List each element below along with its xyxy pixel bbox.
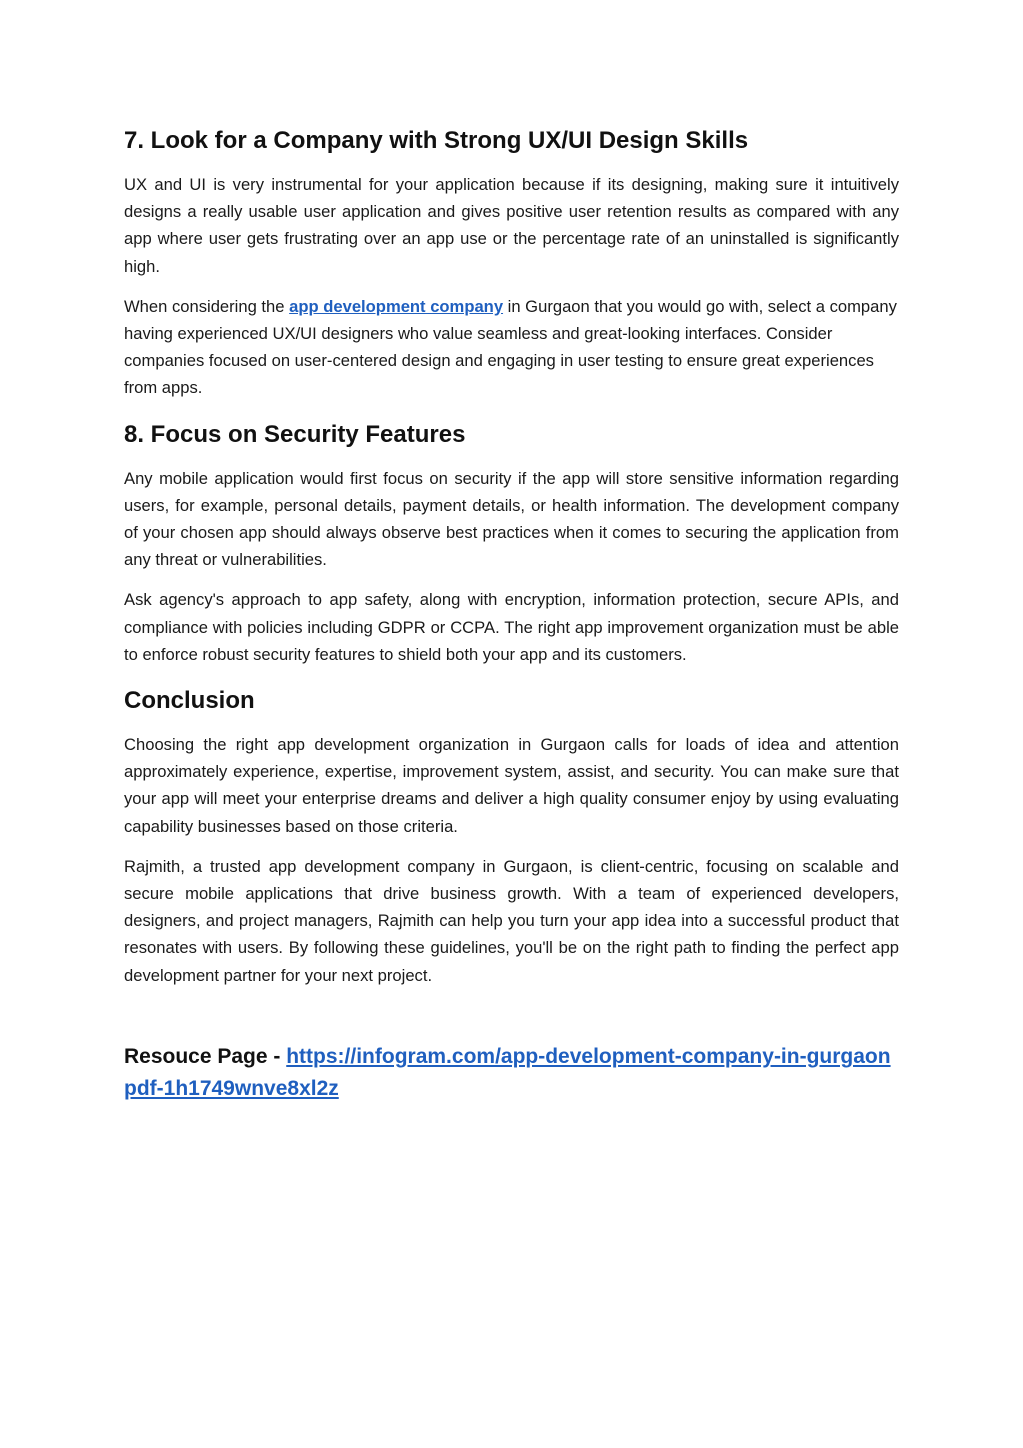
paragraph-security-approach: Ask agency's approach to app safety, along with encryption, information protection, secure APIs, and compliance with policies including GDPR or CCPA. The right app improvement organization must be able to enforce robust security features to shield both your app and its customers. xyxy=(124,590,899,664)
resource-page-line xyxy=(124,1041,899,1105)
document-body xyxy=(124,125,899,1105)
paragraph-ux-ui-intro: UX and UI is very instrumental for your application because if its designing, making sure it intuitively designs a really usable user application and gives positive user retention results as compared with any app where user gets frustrating over an app use or the percentage rate of an uninstalled is significantly high. xyxy=(124,175,899,276)
section-heading-conclusion: Conclusion xyxy=(124,687,255,715)
app-development-company-link[interactable]: app development company xyxy=(289,296,504,316)
resource-page-link[interactable]: https://infogram.com/app-development-company-in-gurgaonpdf-1h1749wnve8xl2z xyxy=(124,1044,891,1100)
paragraph-ux-ui-selection xyxy=(124,293,899,402)
paragraph-conclusion-rajmith: Rajmith, a trusted app development company in Gurgaon, is client-centric, focusing on scalable and secure mobile applications that drive business growth. With a team of experienced developers, designers, and project managers, Rajmith can help you turn your app idea into a successful product that resonates with users. By following these guidelines, you'll be on the right path to finding the perfect app development partner for your next project. xyxy=(124,856,899,985)
section-heading-ux-ui: 7. Look for a Company with Strong UX/UI Design Skills xyxy=(124,127,749,154)
section-heading-security: 8. Focus on Security Features xyxy=(124,420,466,448)
paragraph-conclusion-choosing: Choosing the right app development organization in Gurgaon calls for loads of idea and attention approximately experience, expertise, improvement system, assist, and security. You can make sure that your app will meet your enterprise dreams and deliver a high quality consumer enjoy by using evaluating capability businesses based on those criteria. xyxy=(124,735,899,836)
paragraph-text-after-link: in Gurgaon that you would go with, select a company having experienced UX/UI designers who value seamless and great-looking interfaces. Consider companies focused on user-centered design and engaging in user testing to ensure great experiences from apps. xyxy=(124,296,897,398)
resource-page-label: Resouce Page - xyxy=(124,1044,287,1068)
paragraph-text-before-link: When considering the xyxy=(124,296,290,316)
paragraph-security-intro: Any mobile application would first focus on security if the app will store sensitive information regarding users, for example, personal details, payment details, or health information. The development company of your chosen app should always observe best practices when it comes to securing the application from any threat or vulnerabilities. xyxy=(124,468,899,570)
